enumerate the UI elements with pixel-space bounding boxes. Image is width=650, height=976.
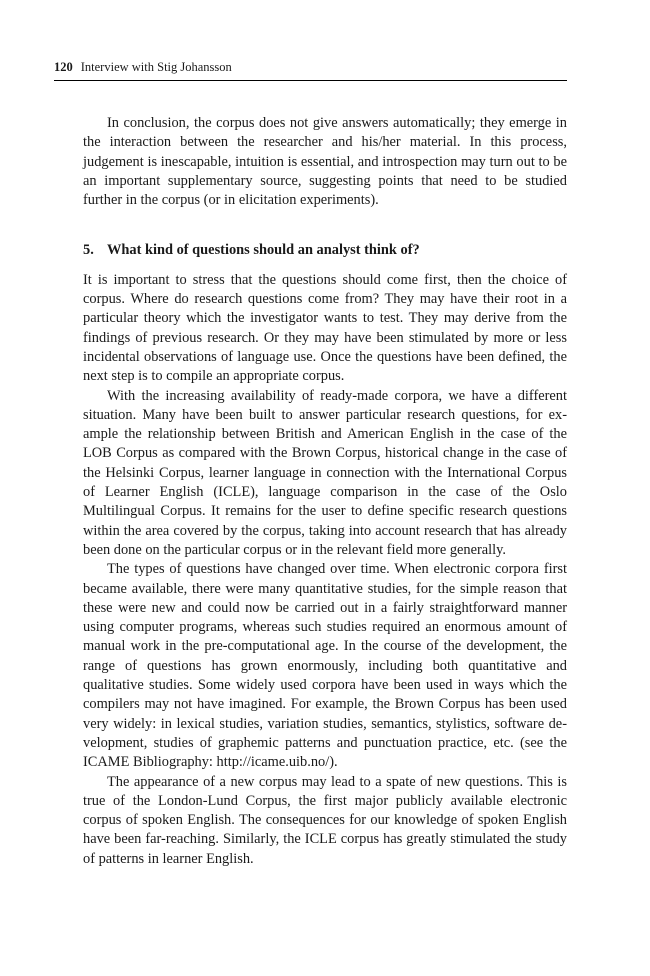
running-head [54, 58, 567, 81]
paragraph-types-of-questions: The types of questions have changed over time. When electronic corpora first became available, there were many quantitative studies, for the simple reason that these were new and could now be carried out in a fairly straightforward manner using computer programs, whereas such studies required an enormous amount of manual work in the pre-computational age. In the course of the development, the range of questions has grown enormously, including both quantitative and qualitative studies. Some widely used corpora have been used in ways which the compilers may not have imagined. For example, the Brown Corpus has been used very widely: in lexical studies, variation studies, semantics, stylistics, software development, studies of graphemic patterns and punctuation practice, etc. (see the ICAME Bibliography: http://icame.uib.no/). [83, 561, 567, 771]
paragraph-questions-first: It is important to stress that the questions should come first, then the choice of corpus. Where do research questions come from? They may have their root in a particular theory which the investigator wants to test. They may derive from the findings of previous research. Or they may have been stimulated by more or less incidental observations of language use. Once the questions have been defined, the next step is to compile an appropriate corpus. [83, 271, 567, 385]
paragraph-new-corpus: The appearance of a new corpus may lead to a spate of new questions. This is true of the London-Lund Corpus, the first major publicly available electronic corpus of spoken English. The consequences for our knowledge of spoken English have been far-reaching. Similarly, the ICLE corpus has greatly stimulated the study of patterns in learner English. [83, 773, 567, 867]
section-heading [83, 241, 567, 260]
paragraph-ready-made-corpora: With the increasing availability of ready-made corpora, we have a different situation. Many have been built to answer particular research questions, for example the relationship between British and American English in the case of the LOB Corpus as compared with the Brown Corpus, historical change in the case of the Helsinki Corpus, learner language in connection with the International Corpus of Learner English (ICLE), language comparison in the case of the Oslo Multilingual Corpus. It remains for the user to define specific research questions within the area covered by the corpus, taking into account research that has already been done on the particular corpus or in the relevant field more generally. [83, 387, 567, 558]
paragraph-conclusion: In conclusion, the corpus does not give answers automatically; they emerge in the interaction between the researcher and his/her material. In this process, judgement is inescapable, intuition is essential, and introspection may turn out to be an important supplementary source, suggesting points that need to be studied further in the corpus (or in elicitation experiments). [83, 115, 567, 209]
running-title: Interview with Stig Johansson [80, 60, 232, 74]
section-number: 5. [83, 242, 94, 259]
page-number: 120 [54, 60, 73, 74]
section-title: What kind of questions should an analyst think of? [107, 242, 420, 259]
page-body [83, 114, 567, 869]
